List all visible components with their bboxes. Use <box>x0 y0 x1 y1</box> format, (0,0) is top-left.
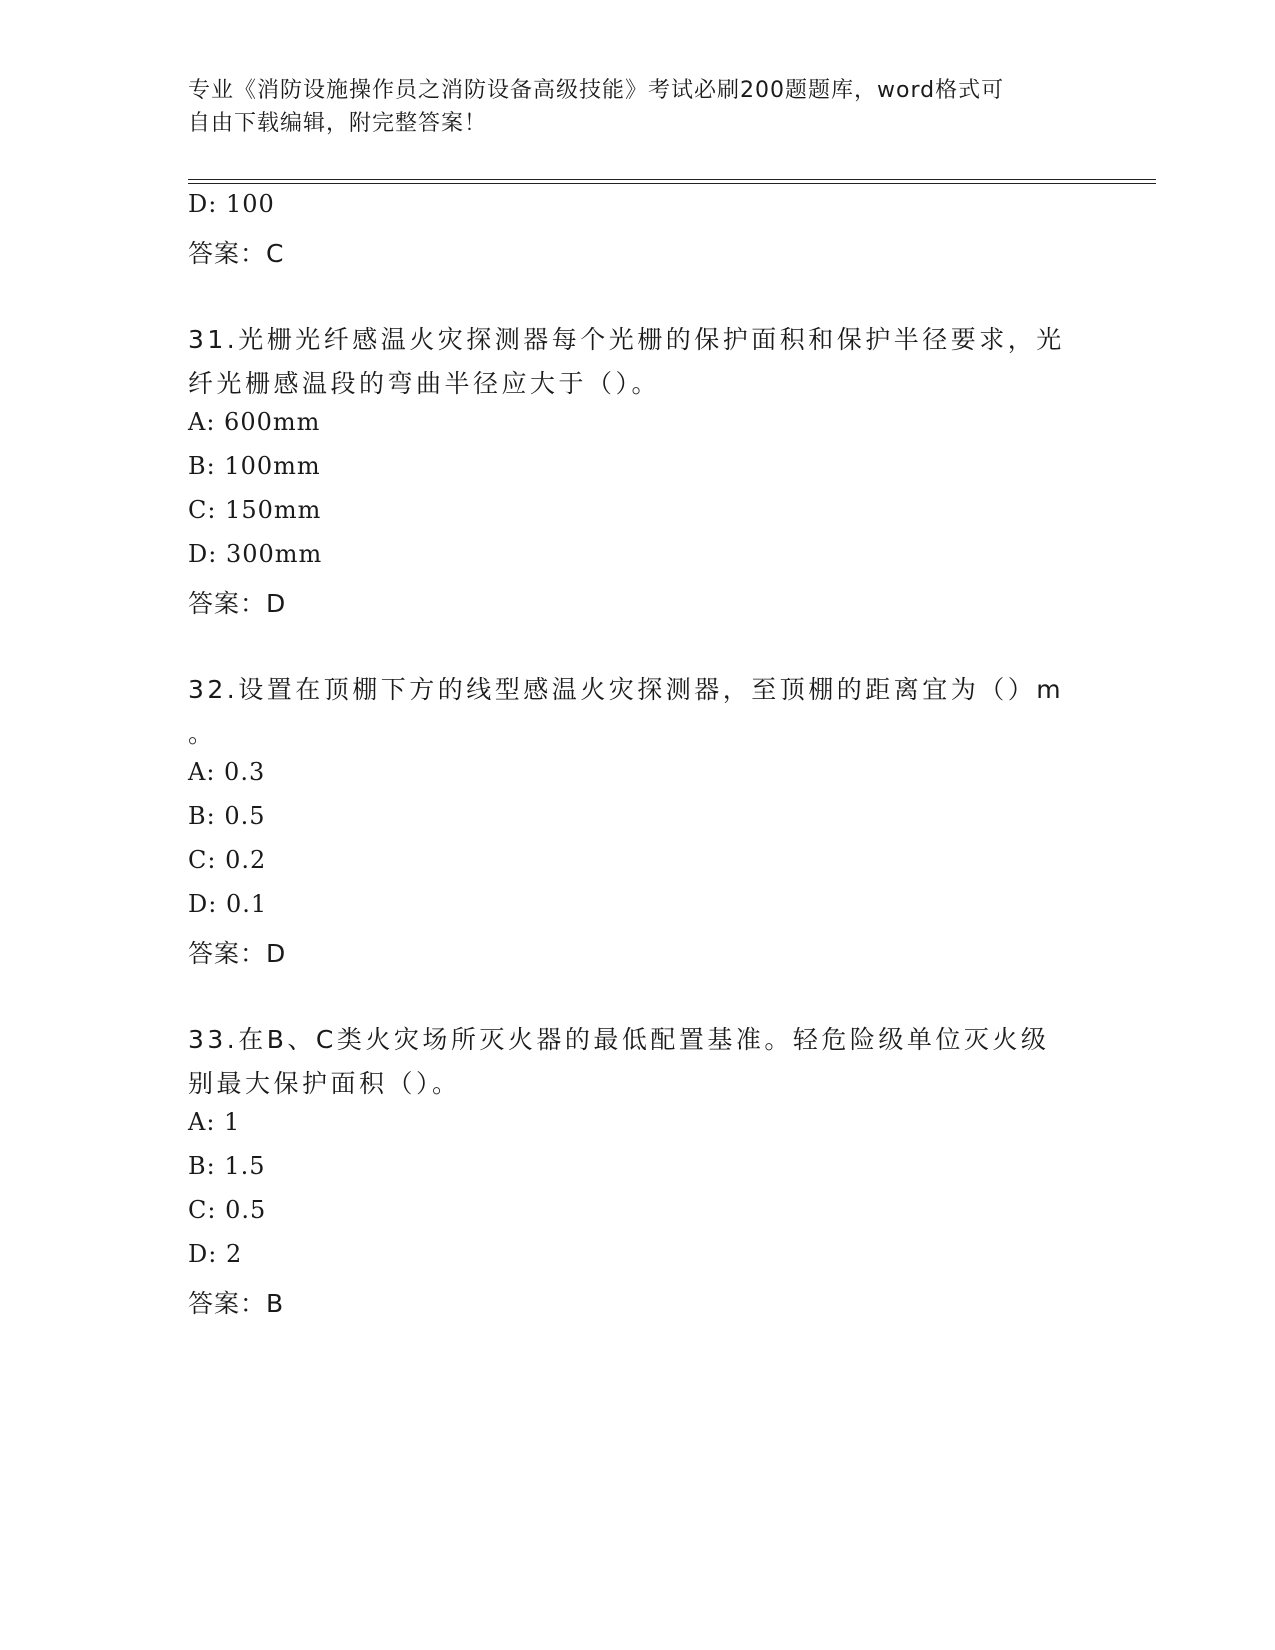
header-divider-bottom <box>188 183 1156 184</box>
q31-option-a: A: 600mm <box>188 408 321 436</box>
prev-option-d: D: 100 <box>188 190 275 218</box>
q31-text-line2: 纤光栅感温段的弯曲半径应大于（）。 <box>188 369 661 398</box>
q32-option-a: A: 0.3 <box>188 758 266 786</box>
header-divider-top <box>188 179 1156 180</box>
page-header: 专业《消防设施操作员之消防设备高级技能》考试必刷200题题库，word格式可 自由下载编辑，附完整答案！ <box>188 78 1005 136</box>
q32-answer: 答案：D <box>188 939 287 968</box>
q33-option-b: B: 1.5 <box>188 1152 266 1180</box>
q33-option-a: A: 1 <box>188 1108 241 1136</box>
q32-option-c: C: 0.2 <box>188 846 267 874</box>
q33-answer: 答案：B <box>188 1289 285 1318</box>
q31-option-d: D: 300mm <box>188 540 323 568</box>
prev-answer: 答案：C <box>188 239 285 268</box>
q33-option-c: C: 0.5 <box>188 1196 267 1224</box>
q33-text-line2: 别最大保护面积（）。 <box>188 1069 461 1098</box>
q31-option-c: C: 150mm <box>188 496 322 524</box>
q32-option-d: D: 0.1 <box>188 890 268 918</box>
q32-text-line2: 。 <box>188 719 217 748</box>
q33-text-line1: 33.在B、C类火灾场所灭火器的最低配置基准。轻危险级单位灭火级 <box>188 1025 1050 1054</box>
q33-option-d: D: 2 <box>188 1240 243 1268</box>
q32-text-line1: 32.设置在顶棚下方的线型感温火灾探测器，至顶棚的距离宜为（）m <box>188 675 1065 704</box>
q32-option-b: B: 0.5 <box>188 802 266 830</box>
q31-text-line1: 31.光栅光纤感温火灾探测器每个光栅的保护面积和保护半径要求，光 <box>188 325 1065 354</box>
q31-option-b: B: 100mm <box>188 452 321 480</box>
q31-answer: 答案：D <box>188 589 287 618</box>
